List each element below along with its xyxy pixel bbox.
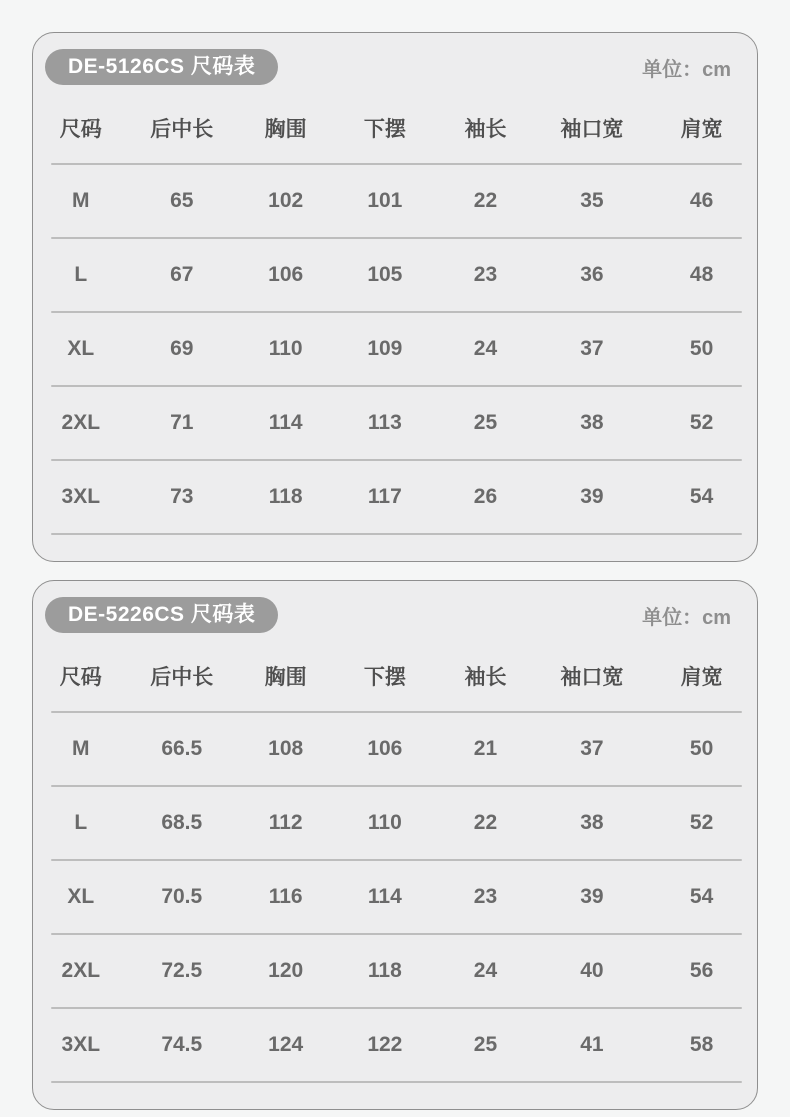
column-header-size: 尺码 [59,666,102,689]
column-header-hem: 下摆 [363,666,406,689]
table-body [33,165,757,535]
value-cell: 23 [473,885,498,908]
column-header-back-length: 后中长 [150,666,214,689]
value-cell: 114 [367,885,402,908]
value-cell: 113 [367,411,402,434]
column-header-shoulder: 肩宽 [680,118,723,141]
table-row [33,461,757,533]
table-title-badge: DE-5226CS 尺码表 [45,597,278,633]
value-cell: 39 [580,885,604,908]
value-cell: 106 [367,737,403,760]
size-cell: XL [67,885,95,908]
size-cell: M [72,737,90,760]
value-cell: 25 [473,411,498,434]
value-cell: 117 [367,485,402,508]
value-cell: 22 [473,189,498,212]
table-body [33,713,757,1083]
value-cell: 38 [580,811,604,834]
size-cell: XL [67,337,95,360]
value-cell: 41 [580,1033,604,1056]
value-cell: 37 [580,337,604,360]
size-cell: 3XL [61,1033,101,1056]
value-cell: 110 [367,811,402,834]
value-cell: 26 [473,485,498,508]
table-row [33,787,757,859]
card-header [33,597,757,633]
row-divider [51,1081,742,1083]
value-cell: 67 [170,263,194,286]
value-cell: 124 [268,1033,304,1056]
value-cell: 56 [689,959,714,982]
value-cell: 120 [268,959,304,982]
value-cell: 74.5 [161,1033,203,1056]
value-cell: 23 [473,263,498,286]
column-header-sleeve-length: 袖长 [464,666,507,689]
column-header-cuff-width: 袖口宽 [560,118,624,141]
size-cell: 3XL [61,485,101,508]
value-cell: 50 [689,737,714,760]
value-cell: 65 [170,189,194,212]
size-cell: M [72,189,90,212]
size-cell: L [74,263,88,286]
value-cell: 105 [367,263,403,286]
size-chart-card-de-5126cs [32,32,758,562]
row-divider [51,533,742,535]
value-cell: 66.5 [161,737,203,760]
value-cell: 70.5 [161,885,203,908]
value-cell: 22 [473,811,498,834]
column-header-back-length: 后中长 [150,118,214,141]
unit-label: 单位：cm [642,606,731,629]
value-cell: 73 [170,485,194,508]
value-cell: 25 [473,1033,498,1056]
value-cell: 109 [367,337,403,360]
value-cell: 38 [580,411,604,434]
value-cell: 114 [268,411,303,434]
value-cell: 40 [580,959,604,982]
value-cell: 108 [268,737,304,760]
table-row [33,313,757,385]
column-header-shoulder: 肩宽 [680,666,723,689]
card-header [33,49,757,85]
value-cell: 37 [580,737,604,760]
table-row [33,861,757,933]
column-header-cuff-width: 袖口宽 [560,666,624,689]
value-cell: 122 [367,1033,403,1056]
column-header-size: 尺码 [59,118,102,141]
size-cell: L [74,811,88,834]
value-cell: 54 [689,885,714,908]
value-cell: 118 [268,485,303,508]
value-cell: 110 [268,337,303,360]
value-cell: 118 [367,959,402,982]
value-cell: 112 [268,811,303,834]
value-cell: 68.5 [161,811,203,834]
value-cell: 48 [689,263,714,286]
value-cell: 50 [689,337,714,360]
value-cell: 69 [170,337,194,360]
value-cell: 71 [170,411,194,434]
table-row [33,387,757,459]
value-cell: 54 [689,485,714,508]
table-row [33,165,757,237]
value-cell: 58 [689,1033,714,1056]
value-cell: 39 [580,485,604,508]
value-cell: 35 [580,189,604,212]
unit-label: 单位：cm [642,58,731,81]
value-cell: 21 [473,737,498,760]
value-cell: 102 [268,189,304,212]
column-header-chest: 胸围 [264,118,307,141]
value-cell: 101 [367,189,403,212]
column-header-hem: 下摆 [363,118,406,141]
table-row [33,239,757,311]
table-row [33,935,757,1007]
value-cell: 46 [689,189,714,212]
column-header-chest: 胸围 [264,666,307,689]
value-cell: 72.5 [161,959,203,982]
table-row [33,1009,757,1081]
table-title-badge: DE-5126CS 尺码表 [45,49,278,85]
column-header-row [33,633,757,711]
value-cell: 106 [268,263,304,286]
value-cell: 24 [473,959,498,982]
value-cell: 52 [689,811,714,834]
value-cell: 36 [580,263,604,286]
value-cell: 116 [268,885,303,908]
value-cell: 52 [689,411,714,434]
value-cell: 24 [473,337,498,360]
column-header-sleeve-length: 袖长 [464,118,507,141]
size-cell: 2XL [61,959,101,982]
size-cell: 2XL [61,411,101,434]
column-header-row [33,85,757,163]
size-chart-card-de-5226cs [32,580,758,1110]
table-row [33,713,757,785]
